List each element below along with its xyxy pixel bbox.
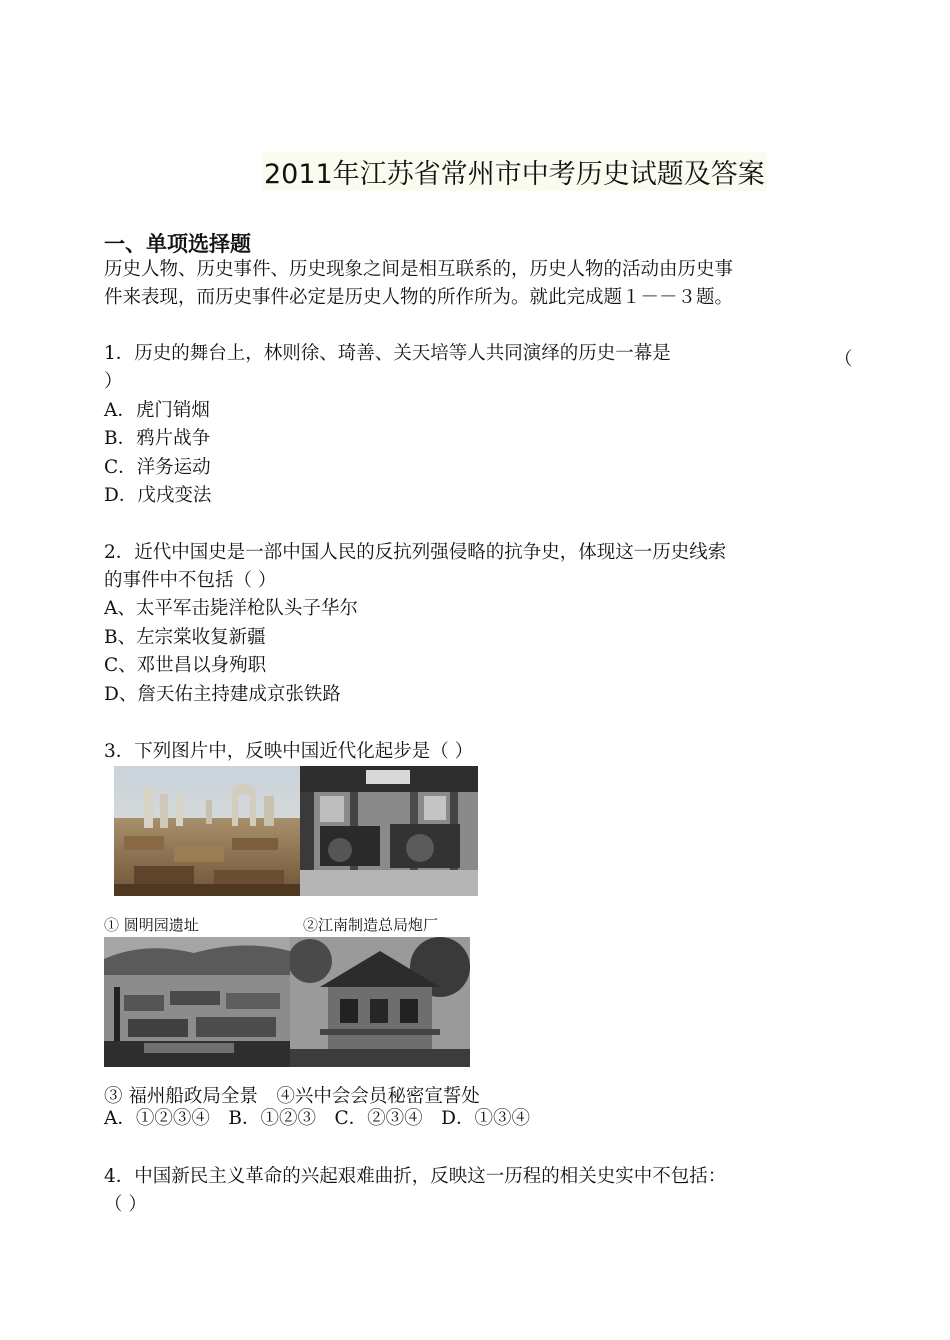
q4-stem-line-1: 4．中国新民主义革命的兴起艰难曲折，反映这一历程的相关史实中不包括：	[104, 1166, 727, 1187]
yuanmingyuan-ruins-photo	[114, 766, 300, 896]
q1-paren-close: ）	[104, 371, 123, 392]
q2-option-a: A、太平军击毙洋枪队头子华尔	[104, 598, 358, 619]
q2-stem-line-1: 2．近代中国史是一部中国人民的反抗列强侵略的抗争史，体现这一历史线索	[104, 542, 727, 563]
q2-option-c: C、邓世昌以身殉职	[104, 655, 267, 676]
fuzhou-navy-yard-photo	[104, 937, 290, 1067]
q1-option-a: A．虎门销烟	[104, 400, 210, 421]
caption-yuanmingyuan: ① 圆明园遗址	[104, 916, 199, 934]
intro-line-2: 件来表现，而历史事件必定是历史人物的所作所为。就此完成题１－－３题。	[104, 287, 734, 308]
jiangnan-arsenal-photo	[300, 766, 478, 896]
q1-paren-open: （	[834, 349, 853, 370]
xingzhonghui-oath-site-photo	[290, 937, 470, 1067]
q1-option-b: B．鸦片战争	[104, 428, 211, 449]
q2-option-d: D、詹天佑主持建成京张铁路	[104, 684, 341, 705]
q1-option-d: D．戊戌变法	[104, 485, 212, 506]
intro-line-1: 历史人物、历史事件、历史现象之间是相互联系的，历史人物的活动由历史事	[104, 259, 734, 280]
q3-options: A．①②③④ B．①②③ C．②③④ D．①③④	[104, 1108, 530, 1129]
caption-fuzhou-and-xingzhonghui: ③ 福州船政局全景 ④兴中会会员秘密宣誓处	[104, 1086, 480, 1107]
section-heading: 一、单项选择题	[104, 232, 251, 256]
caption-jiangnan-arsenal: ②江南制造总局炮厂	[303, 916, 439, 934]
page-title: 2011年江苏省常州市中考历史试题及答案	[262, 152, 767, 191]
q1-stem: 1．历史的舞台上，林则徐、琦善、关天培等人共同演绎的历史一幕是	[104, 343, 671, 364]
q4-stem-line-2: （ ）	[104, 1194, 147, 1215]
q2-stem-line-2: 的事件中不包括（ ）	[104, 570, 277, 591]
q2-option-b: B、左宗棠收复新疆	[104, 627, 266, 648]
q3-stem: 3．下列图片中，反映中国近代化起步是（ ）	[104, 741, 474, 762]
q1-option-c: C．洋务运动	[104, 457, 211, 478]
